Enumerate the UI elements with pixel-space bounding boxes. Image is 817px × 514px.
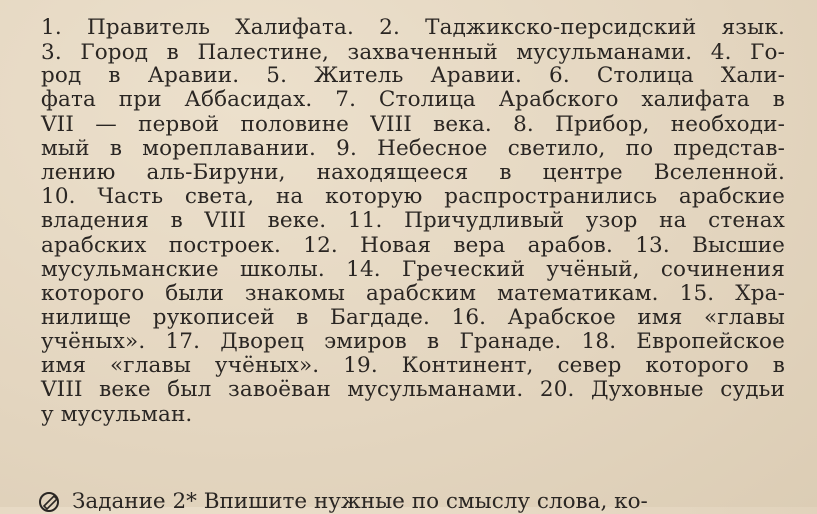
text-line: фата при Аббасидах. 7. Столица Арабского халифата в [41,87,785,112]
text-line: 3. Город в Палестине, захваченный мусульманами. 4. Го- [41,40,785,65]
text-line: арабских построек. 12. Новая вера арабов. 13. Высшие [41,233,785,258]
text-line: 1. Правитель Халифата. 2. Таджикско-персидский язык. [41,15,785,40]
pencil-task-icon [38,491,64,513]
text-line: нилище рукописей в Багдаде. 16. Арабское имя «главы [41,305,785,330]
text-line: 10. Часть света, на которую распространились арабские [41,184,785,209]
text-line: VIII веке был завоёван мусульманами. 20. Духовные судьи [41,377,785,402]
next-task-line [38,490,798,514]
text-line: род в Аравии. 5. Житель Аравии. 6. Столица Хали- [41,63,785,88]
text-line: владения в VIII веке. 11. Причудливый узор на стенах [41,208,785,233]
text-line: которого были знакомы арабским математикам. 15. Хра- [41,281,785,306]
text-line: лению аль-Бируни, находящееся в центре Вселенной. [41,160,785,185]
text-line: учёных». 17. Дворец эмиров в Гранаде. 18. Европейское [41,329,785,354]
text-line: мусульманские школы. 14. Греческий учёный, сочинения [41,257,785,282]
text-line: у мусульман. [41,402,193,427]
text-line: мый в мореплавании. 9. Небесное светило, по представ- [41,136,785,161]
text-line: VII — первой половине VIII века. 8. Прибор, необходи- [41,112,785,137]
next-task-text: Задание 2* Впишите нужные по смыслу слова, ко- [72,490,648,514]
text-line: имя «главы учёных». 19. Континент, север которого в [41,353,785,378]
